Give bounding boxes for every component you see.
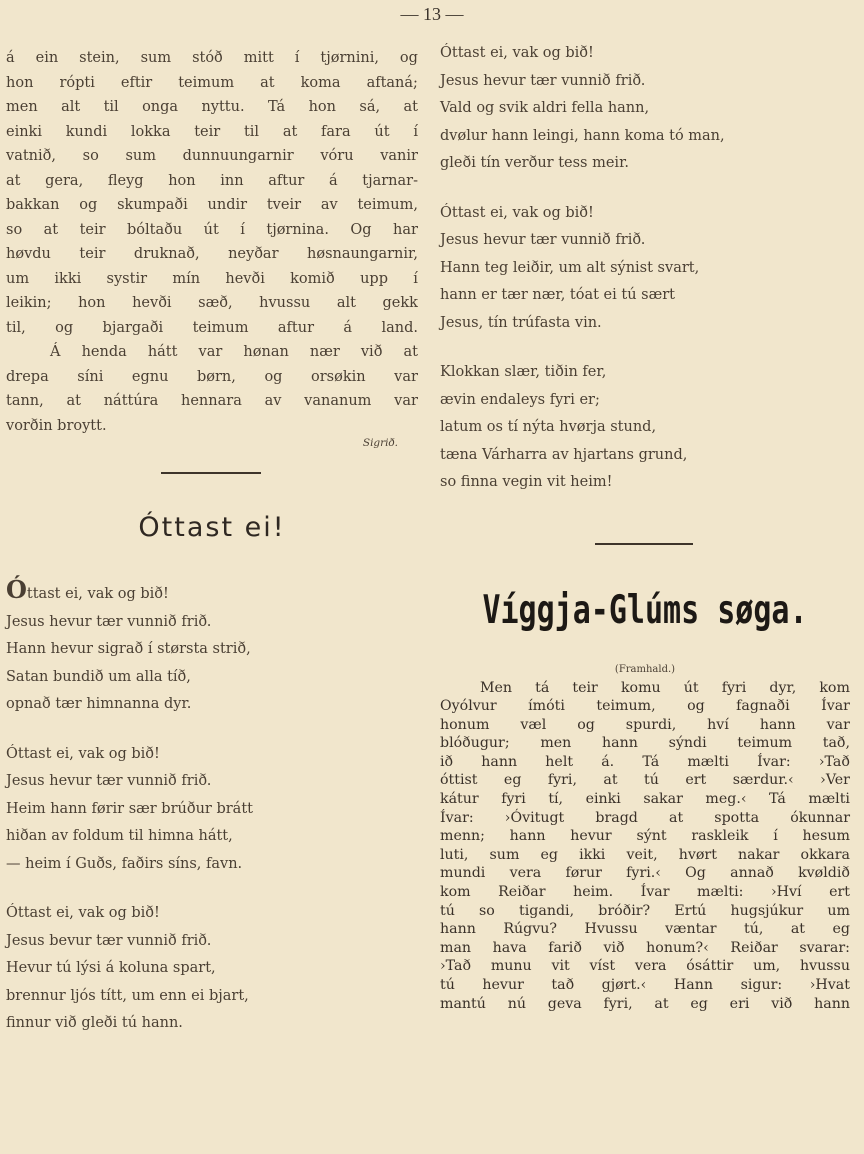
text-line: mundi vera førur fyri.‹ Og annað kvøldið <box>440 865 850 882</box>
text-line: til, og bjargaði teimum aftur á land. <box>6 319 418 336</box>
text-line: vatnið, so sum dunnuungarnir vóru vanir <box>6 148 418 164</box>
poem-line: Óttast ei, vak og bið! <box>6 575 169 604</box>
story-text <box>6 46 418 438</box>
poem-line: Óttast ei, vak og bið! <box>440 45 594 61</box>
saga-title: Víggja-Glúms søga. <box>482 587 808 633</box>
text-line: hann Rúgvu? Hvussu væntar tú, at eg <box>440 921 850 938</box>
poem-line: Hann teg leiðir, um alt sýnist svart, <box>440 259 700 276</box>
poem-line: Hann hevur sigrað í størsta strið, <box>6 641 251 657</box>
poem-stanza <box>440 40 850 178</box>
poem-line: brennur ljós títt, um enn ei bjart, <box>6 987 249 1004</box>
section-divider <box>161 472 261 474</box>
continuation-note: (Framhald.) <box>614 663 676 675</box>
poem-line: opnað tær himnanna dyr. <box>6 696 192 712</box>
poem-line: Jesus hevur tær vunnið frið. <box>440 232 646 248</box>
author-signature: Sigrið. <box>362 437 398 449</box>
poem-line: Jesus hevur tær vunnið frið. <box>440 72 646 89</box>
text-line: Oyólvur ímóti teimum, og fagnaði Ívar <box>440 698 850 715</box>
poem-line: ævin endaleys fyri er; <box>440 391 600 408</box>
section-divider <box>595 543 693 545</box>
drop-cap: Ó <box>6 575 27 604</box>
poem-line: Jesus hevur tær vunnið frið. <box>6 613 212 630</box>
poem-line: hann er tær nær, tóat ei tú sært <box>440 287 675 303</box>
text-line: vorðin broytt. <box>6 417 107 434</box>
page-number: — 13 — <box>400 4 464 24</box>
poem-line: Jesus, tín trúfasta vin. <box>440 314 602 331</box>
poem-stanza <box>440 359 850 497</box>
poem-stanza <box>6 575 418 719</box>
text-line: at gera, fleyg hon inn aftur á tjarnar- <box>6 172 418 189</box>
text-line: høvdu teir druknað, neyðar høsnaungarnir, <box>6 246 418 262</box>
text-line: luti, sum eg ikki veit, hvørt nakar okkara <box>440 846 850 863</box>
text-line: ið hann helt á. Tá mælti Ívar: ›Tað <box>440 753 850 770</box>
text-line: mantú nú geva fyri, at eg eri við hann <box>440 995 850 1012</box>
text-line: tú so tigandi, bróðir? Ertú hugsjúkur um <box>440 902 850 919</box>
poem-line: tæna Várharra av hjartans grund, <box>440 446 688 463</box>
text-line: Á henda hátt var hønan nær við at <box>50 344 418 360</box>
poem-line: Hevur tú lýsi á koluna spart, <box>6 960 216 976</box>
poem-line: Jesus hevur tær vunnið frið. <box>6 773 212 789</box>
poem-line: Óttast ei, vak og bið! <box>6 905 160 921</box>
text-line: einki kundi lokka teir til at fara út í <box>6 123 418 140</box>
right-column <box>440 46 850 1013</box>
saga-text <box>440 679 850 1014</box>
poem-line: dvølur hann leingi, hann koma tó man, <box>440 127 725 144</box>
poem-line: hiðan av foldum til himna hátt, <box>6 828 233 844</box>
poem-stanza <box>440 200 850 338</box>
poem-title: Óttast ei! <box>138 512 286 543</box>
poem-line: Satan bundið um alla tíð, <box>6 668 191 685</box>
poem-line: Jesus bevur tær vunnið frið. <box>6 932 212 949</box>
poem-line: finnur við gleði tú hann. <box>6 1015 183 1031</box>
poem-line: — heim í Guðs, faðirs síns, favn. <box>6 855 243 872</box>
poem-line: Klokkan slær, tiðin fer, <box>440 364 607 380</box>
poem-line: Óttast ei, vak og bið! <box>6 745 160 762</box>
poem-line: Heim hann førir sær brúður brátt <box>6 800 253 817</box>
poem-line: so finna vegin vit heim! <box>440 474 613 490</box>
text-line: honum væl og spurdi, hví hann var <box>440 716 850 733</box>
text-line: menn; hann hevur sýnt raskleik í hesum <box>440 828 850 845</box>
poem-line: latum os tí nýta hvørja stund, <box>440 419 657 435</box>
text-line: bakkan og skumpaði undir tveir av teimum, <box>6 197 418 213</box>
left-column <box>6 46 418 1038</box>
text-line: hon rópti eftir teimum at koma aftaná; <box>6 74 418 91</box>
text-line: man hava farið við honum?‹ Reiðar svarar: <box>440 939 850 956</box>
poem-line: gleði tín verður tess meir. <box>440 155 630 171</box>
text-line: tú hevur tað gjørt.‹ Hann sigur: ›Hvat <box>440 977 850 993</box>
text-line: leikin; hon hevði sæð, hvussu alt gekk <box>6 295 418 311</box>
text-line: drepa síni egnu børn, og orsøkin var <box>6 368 418 385</box>
text-line: um ikki systir mín hevði komið upp í <box>6 270 418 287</box>
poem-stanza <box>6 900 418 1038</box>
text-line: kom Reiðar heim. Ívar mælti: ›Hví ert <box>440 884 850 901</box>
text-line: á ein stein, sum stóð mitt í tjørnini, og <box>6 50 418 66</box>
text-line: men alt til onga nyttu. Tá hon sá, at <box>6 99 418 115</box>
text-line: blóðugur; men hann sýndi teimum tað, <box>440 735 850 752</box>
text-line: tann, at náttúra hennara av vananum var <box>6 393 418 409</box>
poem-stanza <box>6 741 418 879</box>
text-line: ›Tað munu vit víst vera ósáttir um, hvussu <box>440 958 850 975</box>
text-line: so at teir bóltaðu út í tjørnina. Og har <box>6 221 418 238</box>
text-line: óttist eg fyri, at tú ert særdur.‹ ›Ver <box>440 772 850 789</box>
text-line: Men tá teir komu út fyri dyr, kom <box>480 679 850 696</box>
poem-line: Vald og svik aldri fella hann, <box>440 100 650 116</box>
text-line: kátur fyri tí, einki sakar meg.‹ Tá mælti <box>440 791 850 808</box>
poem-line: Óttast ei, vak og bið! <box>440 204 594 221</box>
text-line: Ívar: ›Óvitugt bragd at spotta ókunnar <box>440 809 850 826</box>
